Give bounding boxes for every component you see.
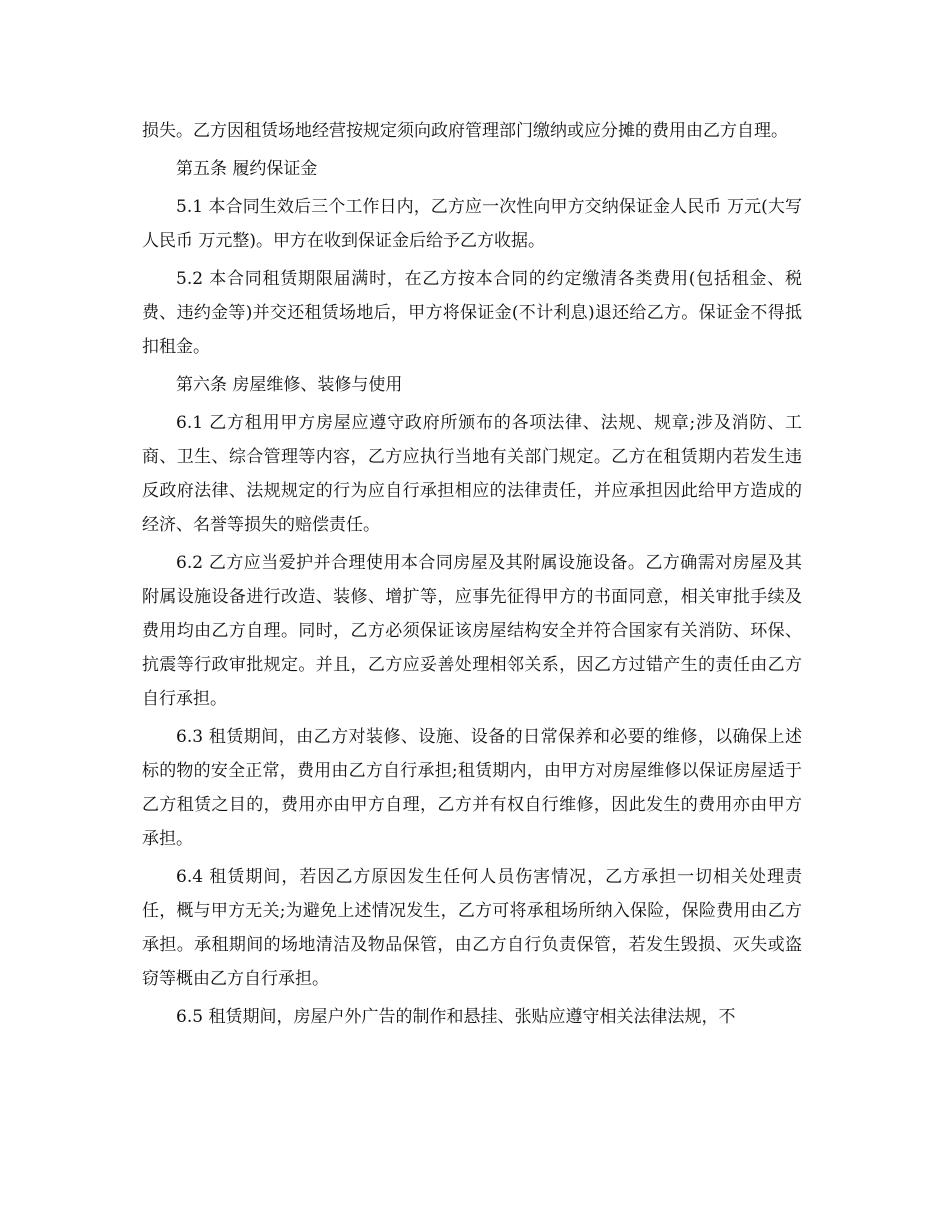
- clause-6-4: 6.4 租赁期间，若因乙方原因发生任何人员伤害情况，乙方承担一切相关处理责任，概与甲方无关;为避免上述情况发生，乙方可将承租场所纳入保险，保险费用由乙方承担。承租期间的场地清洁及物品保管，由乙方自行负责保管，若发生毁损、灭失或盗窃等概由乙方自行承担。: [142, 867, 802, 989]
- document-body: [142, 114, 802, 1038]
- clause-6-3: 6.3 租赁期间，由乙方对装修、设施、设备的日常保养和必要的维修，以确保上述标的物的安全正常，费用由乙方自行承担;租赁期内，由甲方对房屋维修以保证房屋适于乙方租赁之目的，费用亦由甲方自理，乙方并有权自行维修，因此发生的费用亦由甲方承担。: [142, 727, 802, 849]
- clause-6-5: 6.5 租赁期间，房屋户外广告的制作和悬挂、张贴应遵守相关法律法规，不: [176, 1007, 736, 1027]
- paragraph-loss-expenses: 损失。乙方因租赁场地经营按规定须向政府管理部门缴纳或应分摊的费用由乙方自理。: [142, 121, 788, 141]
- clause-6-2: 6.2 乙方应当爱护并合理使用本合同房屋及其附属设施设备。乙方确需对房屋及其附属设施设备进行改造、装修、增扩等，应事先征得甲方的书面同意，相关审批手续及费用均由乙方自理。同时，乙方必须保证该房屋结构安全并符合国家有关消防、环保、抗震等行政审批规定。并且，乙方应妥善处理相邻关系，因乙方过错产生的责任由乙方自行承担。: [142, 553, 802, 709]
- heading-article-5: 第五条 履约保证金: [176, 159, 318, 179]
- clause-5-2: 5.2 本合同租赁期限届满时，在乙方按本合同的约定缴清各类费用(包括租金、税费、违约金等)并交还租赁场地后，甲方将保证金(不计利息)退还给乙方。保证金不得抵扣租金。: [142, 269, 802, 357]
- heading-article-6: 第六条 房屋维修、装修与使用: [176, 375, 403, 395]
- clause-5-1: 5.1 本合同生效后三个工作日内，乙方应一次性向甲方交纳保证金人民币 万元(大写人民币 万元整)。甲方在收到保证金后给予乙方收据。: [142, 197, 802, 251]
- clause-6-1: 6.1 乙方租用甲方房屋应遵守政府所颁布的各项法律、法规、规章;涉及消防、工商、卫生、综合管理等内容，乙方应执行当地有关部门规定。乙方在租赁期内若发生违反政府法律、法规规定的行为应自行承担相应的法律责任，并应承担因此给甲方造成的经济、名誉等损失的赔偿责任。: [142, 413, 802, 535]
